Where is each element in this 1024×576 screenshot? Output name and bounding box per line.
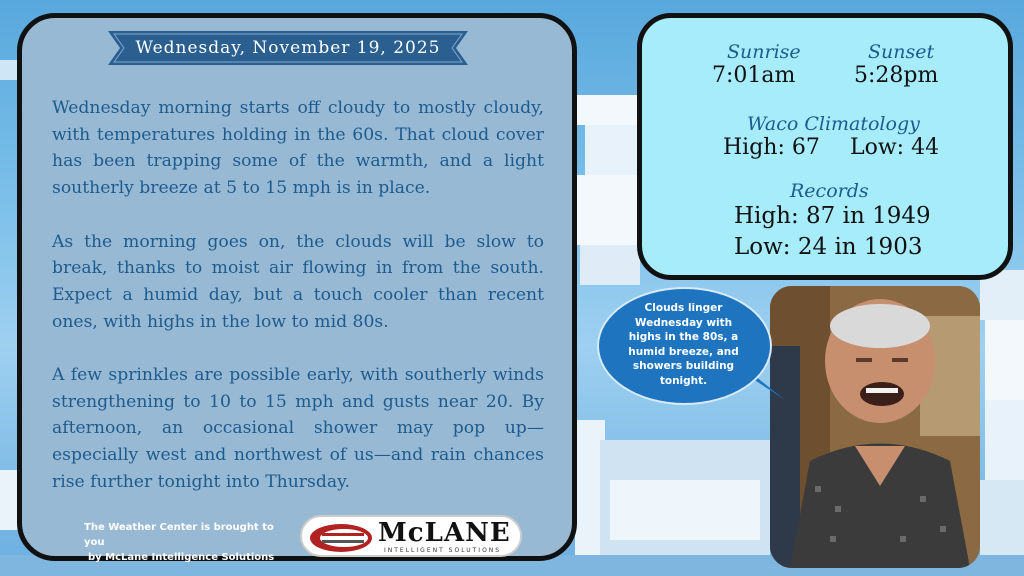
sponsor-line-1: The Weather Center is brought to you xyxy=(84,522,274,548)
almanac-panel xyxy=(637,13,1013,280)
forecast-paragraph: A few sprinkles are possible early, with southerly winds strengthening to 10 to 15 mph and gusts near 20. By afternoon, an occasional shower may pop up—especially west and northwest of us—and rain chances rise further tonight into Thursday. xyxy=(52,365,544,492)
normal-low: Low: 44 xyxy=(850,135,940,160)
forecast-paragraph: Wednesday morning starts off cloudy to mostly cloudy, with temperatures holding in the 60s. That cloud cover has been trapping some of the warmth, and a light southerly breeze at 5 to 15 mph is in place. xyxy=(52,98,544,199)
forecast-paragraph: As the morning goes on, the clouds will be slow to break, thanks to moist air flowing in from the south. Expect a humid day, but a touch cooler than recent ones, with highs in the low to mid 80s. xyxy=(52,231,544,332)
speech-bubble-text: Clouds linger Wednesday with highs in the 80s, a humid breeze, and showers building tonight. xyxy=(628,302,739,387)
presenter-photo xyxy=(770,286,980,568)
presenter-portrait-icon xyxy=(770,286,980,568)
climatology-label: Waco Climatology xyxy=(747,113,920,135)
sunrise-label: Sunrise xyxy=(727,41,801,63)
sunrise-value: 7:01am xyxy=(712,63,796,88)
forecast-text xyxy=(52,95,544,522)
record-high: High: 87 in 1949 xyxy=(734,203,931,229)
date-banner xyxy=(108,31,468,65)
records-label: Records xyxy=(790,180,869,202)
logo-wordmark: McLANE xyxy=(378,518,511,548)
sunset-value: 5:28pm xyxy=(854,63,939,88)
sponsor-credit xyxy=(84,520,284,565)
normal-high: High: 67 xyxy=(723,135,820,160)
logo-tagline: INTELLIGENT SOLUTIONS xyxy=(384,547,502,554)
sponsor-line-2: by McLane Intelligence Solutions xyxy=(88,552,275,563)
sponsor-logo xyxy=(300,515,522,557)
sunset-label: Sunset xyxy=(868,41,935,63)
mclane-swoosh-icon xyxy=(308,522,374,554)
date-label: Wednesday, November 19, 2025 xyxy=(135,38,441,58)
record-low: Low: 24 in 1903 xyxy=(734,234,923,260)
